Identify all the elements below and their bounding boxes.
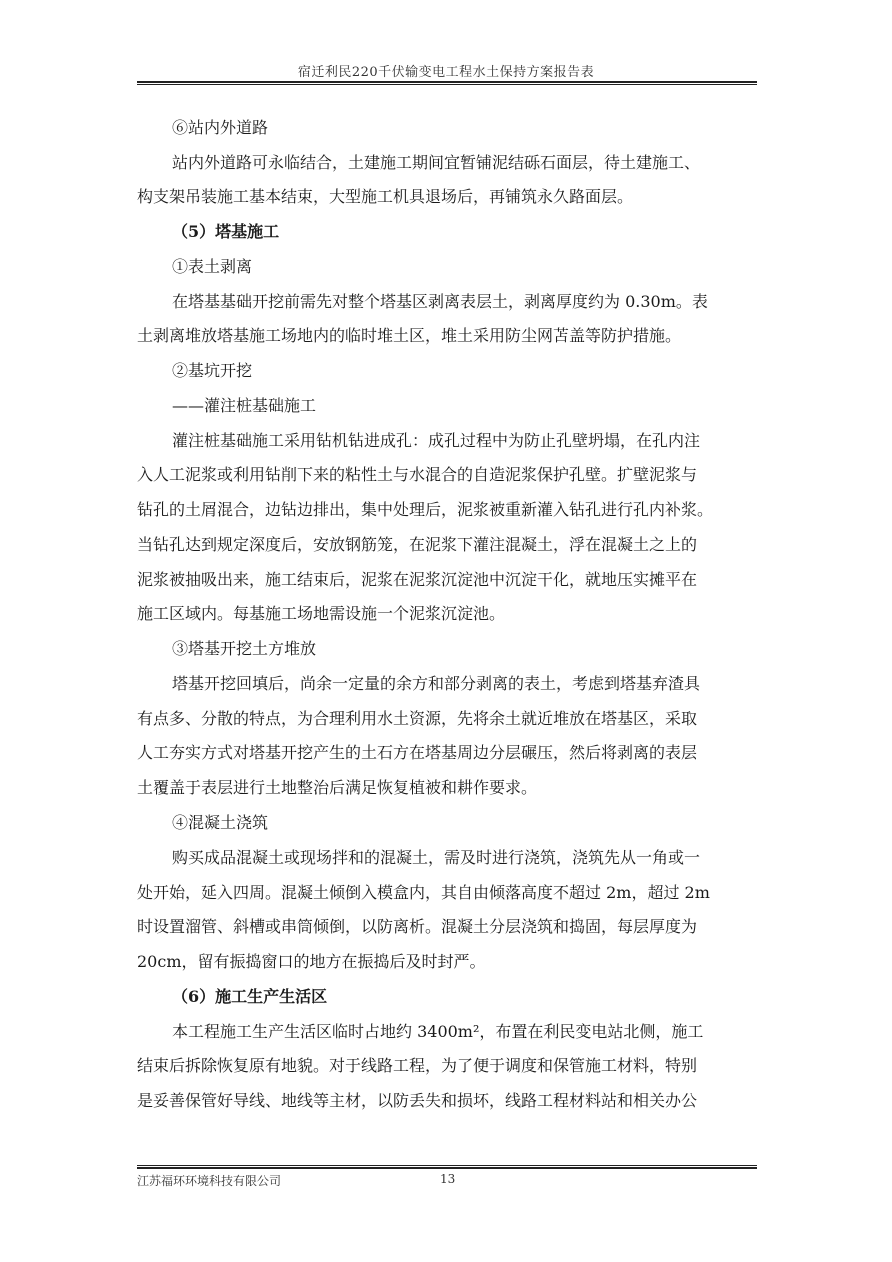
text-line: 塔基开挖回填后，尚余一定量的余方和部分剥离的表土，考虑到塔基弃渣具 <box>172 674 701 693</box>
text-line: ③塔基开挖土方堆放 <box>172 639 317 658</box>
text-line: ④混凝土浇筑 <box>172 813 269 832</box>
text-line: 构支架吊装施工基本结束，大型施工机具退场后，再铺筑永久路面层。 <box>137 187 634 206</box>
text-line: 有点多、分散的特点，为合理利用水土资源，先将余土就近堆放在塔基区，采取 <box>137 709 698 728</box>
footer-company: 江苏福环环境科技有限公司 <box>137 1174 282 1188</box>
text-line: 当钻孔达到规定深度后，安放钢筋笼，在泥浆下灌注混凝土，浮在混凝土之上的 <box>137 535 698 554</box>
text-line: 是妥善保管好导线、地线等主材，以防丢失和损坏，线路工程材料站和相关办公 <box>137 1091 698 1110</box>
text-line: 处开始，延入四周。混凝土倾倒入模盒内，其自由倾落高度不超过 2m，超过 2m <box>137 883 710 902</box>
header-rule-thick <box>137 81 757 83</box>
text-line: 泥浆被抽吸出来，施工结束后，泥浆在泥浆沉淀池中沉淀干化，就地压实摊平在 <box>137 570 698 589</box>
text-line: 本工程施工生产生活区临时占地约 3400m²，布置在利民变电站北侧，施工 <box>172 1022 704 1041</box>
text-line: 钻孔的土屑混合，边钻边排出，集中处理后，泥浆被重新灌入钻孔进行孔内补浆。 <box>137 500 714 519</box>
text-line: 入人工泥浆或利用钻削下来的粘性土与水混合的自造泥浆保护孔壁。扩壁泥浆与 <box>137 465 698 484</box>
page-number: 13 <box>440 1172 456 1186</box>
section-heading: （5）塔基施工 <box>172 222 280 241</box>
footer-rule-thin <box>137 1165 757 1166</box>
text-line: 人工夯实方式对塔基开挖产生的土石方在塔基周边分层碾压，然后将剥离的表层 <box>137 743 698 762</box>
text-line: 土剥离堆放塔基施工场地内的临时堆土区，堆土采用防尘网苫盖等防护措施。 <box>137 326 682 345</box>
text-line: 时设置溜管、斜槽或串筒倾倒，以防离析。混凝土分层浇筑和捣固，每层厚度为 <box>137 917 698 936</box>
text-line: 在塔基基础开挖前需先对整个塔基区剥离表层土，剥离厚度约为 0.30m。表 <box>172 292 708 311</box>
section-heading: （6）施工生产生活区 <box>172 987 328 1006</box>
text-line: ⑥站内外道路 <box>172 118 269 137</box>
header-title: 宿迁利民220千伏输变电工程水土保持方案报告表 <box>297 65 595 80</box>
text-line: 站内外道路可永临结合，土建施工期间宜暂铺泥结砾石面层，待土建施工、 <box>172 153 701 172</box>
text-line: ①表土剥离 <box>172 257 253 276</box>
text-line: 土覆盖于表层进行土地整治后满足恢复植被和耕作要求。 <box>137 778 538 797</box>
footer-rule-thick <box>137 1167 757 1169</box>
header-rule-thin <box>137 84 757 85</box>
text-line: 结束后拆除恢复原有地貌。对于线路工程，为了便于调度和保管施工材料，特别 <box>137 1056 698 1075</box>
text-line: 购买成品混凝土或现场拌和的混凝土，需及时进行浇筑，浇筑先从一角或一 <box>172 848 701 867</box>
text-line: ②基坑开挖 <box>172 361 253 380</box>
text-line: ——灌注桩基础施工 <box>172 396 317 415</box>
text-line: 施工区域内。每基施工场地需设施一个泥浆沉淀池。 <box>137 604 506 623</box>
text-line: 灌注桩基础施工采用钻机钻进成孔：成孔过程中为防止孔壁坍塌，在孔内注 <box>172 431 701 450</box>
text-line: 20cm，留有振捣窗口的地方在振捣后及时封严。 <box>137 952 486 971</box>
